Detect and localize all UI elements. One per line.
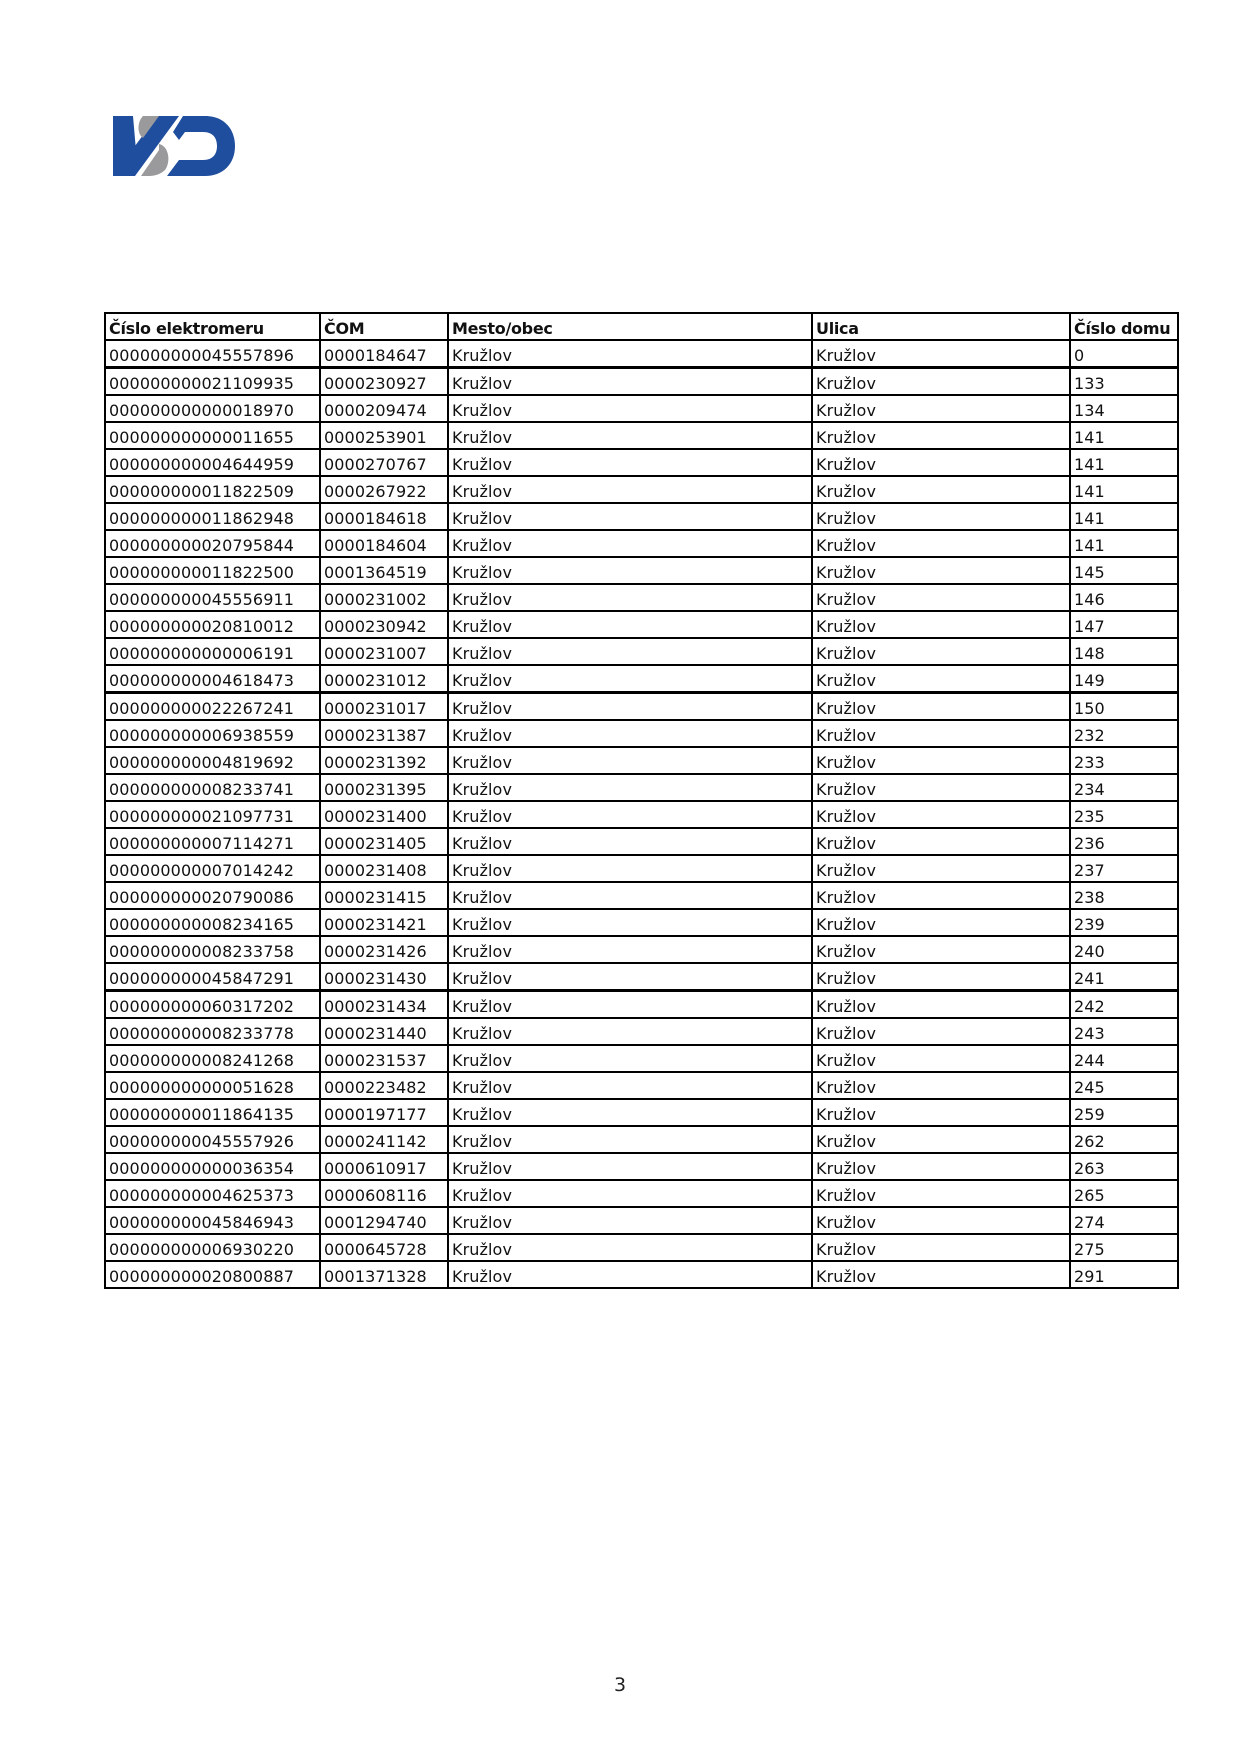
- meter-number-cell: 000000000011862948: [105, 503, 320, 530]
- house-number-cell: 148: [1070, 638, 1178, 665]
- header-meter-number: Číslo elektromeru: [105, 313, 320, 340]
- meter-number-cell: 000000000045556911: [105, 584, 320, 611]
- city-cell: Kružlov: [448, 449, 812, 476]
- city-cell: Kružlov: [448, 774, 812, 801]
- table-row: [105, 476, 1178, 503]
- street-cell: Kružlov: [812, 1234, 1070, 1261]
- com-cell: 0000184647: [320, 340, 448, 368]
- street-cell: Kružlov: [812, 936, 1070, 963]
- house-number-cell: 275: [1070, 1234, 1178, 1261]
- house-number-cell: 141: [1070, 422, 1178, 449]
- house-number-cell: 150: [1070, 693, 1178, 721]
- city-cell: Kružlov: [448, 1153, 812, 1180]
- meter-number-cell: 000000000006930220: [105, 1234, 320, 1261]
- city-cell: Kružlov: [448, 828, 812, 855]
- house-number-cell: 141: [1070, 476, 1178, 503]
- city-cell: Kružlov: [448, 503, 812, 530]
- meter-number-cell: 000000000020790086: [105, 882, 320, 909]
- table-row: [105, 828, 1178, 855]
- house-number-cell: 147: [1070, 611, 1178, 638]
- street-cell: Kružlov: [812, 1153, 1070, 1180]
- street-cell: Kružlov: [812, 611, 1070, 638]
- table-row: [105, 747, 1178, 774]
- header-street: Ulica: [812, 313, 1070, 340]
- street-cell: Kružlov: [812, 1180, 1070, 1207]
- meter-number-cell: 000000000060317202: [105, 991, 320, 1019]
- street-cell: Kružlov: [812, 882, 1070, 909]
- meter-number-cell: 000000000004625373: [105, 1180, 320, 1207]
- vsd-logo-icon: [113, 110, 237, 182]
- table-row: [105, 638, 1178, 665]
- street-cell: Kružlov: [812, 909, 1070, 936]
- table-row: [105, 395, 1178, 422]
- city-cell: Kružlov: [448, 882, 812, 909]
- city-cell: Kružlov: [448, 638, 812, 665]
- house-number-cell: 238: [1070, 882, 1178, 909]
- city-cell: Kružlov: [448, 584, 812, 611]
- house-number-cell: 259: [1070, 1099, 1178, 1126]
- house-number-cell: 141: [1070, 530, 1178, 557]
- meter-number-cell: 000000000022267241: [105, 693, 320, 721]
- street-cell: Kružlov: [812, 368, 1070, 396]
- table-row: [105, 1045, 1178, 1072]
- com-cell: 0000231415: [320, 882, 448, 909]
- house-number-cell: 262: [1070, 1126, 1178, 1153]
- com-cell: 0000230927: [320, 368, 448, 396]
- table-row: [105, 368, 1178, 396]
- street-cell: Kružlov: [812, 503, 1070, 530]
- house-number-cell: 233: [1070, 747, 1178, 774]
- com-cell: 0000608116: [320, 1180, 448, 1207]
- com-cell: 0000230942: [320, 611, 448, 638]
- table-row: [105, 611, 1178, 638]
- meter-number-cell: 000000000011822500: [105, 557, 320, 584]
- house-number-cell: 0: [1070, 340, 1178, 368]
- house-number-cell: 141: [1070, 449, 1178, 476]
- table-row: [105, 693, 1178, 721]
- table-row: [105, 1072, 1178, 1099]
- table-row: [105, 909, 1178, 936]
- house-number-cell: 237: [1070, 855, 1178, 882]
- com-cell: 0000645728: [320, 1234, 448, 1261]
- table-row: [105, 1207, 1178, 1234]
- com-cell: 0000231007: [320, 638, 448, 665]
- com-cell: 0000253901: [320, 422, 448, 449]
- table-row: [105, 340, 1178, 368]
- com-cell: 0001371328: [320, 1261, 448, 1288]
- city-cell: Kružlov: [448, 693, 812, 721]
- meter-number-cell: 000000000004644959: [105, 449, 320, 476]
- meter-number-cell: 000000000008233741: [105, 774, 320, 801]
- house-number-cell: 242: [1070, 991, 1178, 1019]
- com-cell: 0001364519: [320, 557, 448, 584]
- meter-number-cell: 000000000000018970: [105, 395, 320, 422]
- table-row: [105, 801, 1178, 828]
- com-cell: 0000223482: [320, 1072, 448, 1099]
- table-body: [105, 340, 1178, 1288]
- street-cell: Kružlov: [812, 638, 1070, 665]
- city-cell: Kružlov: [448, 909, 812, 936]
- meter-number-cell: 000000000008233758: [105, 936, 320, 963]
- com-cell: 0001294740: [320, 1207, 448, 1234]
- com-cell: 0000267922: [320, 476, 448, 503]
- street-cell: Kružlov: [812, 774, 1070, 801]
- street-cell: Kružlov: [812, 963, 1070, 991]
- city-cell: Kružlov: [448, 557, 812, 584]
- com-cell: 0000184604: [320, 530, 448, 557]
- meter-number-cell: 000000000004819692: [105, 747, 320, 774]
- meter-number-cell: 000000000021109935: [105, 368, 320, 396]
- com-cell: 0000241142: [320, 1126, 448, 1153]
- street-cell: Kružlov: [812, 693, 1070, 721]
- street-cell: Kružlov: [812, 476, 1070, 503]
- table-row: [105, 774, 1178, 801]
- table-row: [105, 936, 1178, 963]
- house-number-cell: 291: [1070, 1261, 1178, 1288]
- meter-number-cell: 000000000011864135: [105, 1099, 320, 1126]
- house-number-cell: 240: [1070, 936, 1178, 963]
- meter-number-cell: 000000000045557926: [105, 1126, 320, 1153]
- table-row: [105, 557, 1178, 584]
- city-cell: Kružlov: [448, 1018, 812, 1045]
- house-number-cell: 263: [1070, 1153, 1178, 1180]
- com-cell: 0000231002: [320, 584, 448, 611]
- city-cell: Kružlov: [448, 991, 812, 1019]
- meter-number-cell: 000000000020795844: [105, 530, 320, 557]
- header-com: ČOM: [320, 313, 448, 340]
- meter-number-cell: 000000000045557896: [105, 340, 320, 368]
- table-row: [105, 963, 1178, 991]
- table-row: [105, 1126, 1178, 1153]
- street-cell: Kružlov: [812, 530, 1070, 557]
- house-number-cell: 236: [1070, 828, 1178, 855]
- house-number-cell: 274: [1070, 1207, 1178, 1234]
- house-number-cell: 146: [1070, 584, 1178, 611]
- city-cell: Kružlov: [448, 1207, 812, 1234]
- table-row: [105, 1261, 1178, 1288]
- meter-number-cell: 000000000045847291: [105, 963, 320, 991]
- com-cell: 0000231430: [320, 963, 448, 991]
- city-cell: Kružlov: [448, 1072, 812, 1099]
- house-number-cell: 232: [1070, 720, 1178, 747]
- city-cell: Kružlov: [448, 368, 812, 396]
- table-row: [105, 665, 1178, 693]
- street-cell: Kružlov: [812, 1207, 1070, 1234]
- city-cell: Kružlov: [448, 963, 812, 991]
- house-number-cell: 265: [1070, 1180, 1178, 1207]
- com-cell: 0000231426: [320, 936, 448, 963]
- com-cell: 0000231012: [320, 665, 448, 693]
- city-cell: Kružlov: [448, 1099, 812, 1126]
- meter-number-cell: 000000000000006191: [105, 638, 320, 665]
- meter-number-cell: 000000000000011655: [105, 422, 320, 449]
- city-cell: Kružlov: [448, 747, 812, 774]
- house-number-cell: 141: [1070, 503, 1178, 530]
- table-row: [105, 530, 1178, 557]
- meter-number-cell: 000000000008233778: [105, 1018, 320, 1045]
- street-cell: Kružlov: [812, 340, 1070, 368]
- city-cell: Kružlov: [448, 340, 812, 368]
- meter-number-cell: 000000000011822509: [105, 476, 320, 503]
- house-number-cell: 244: [1070, 1045, 1178, 1072]
- com-cell: 0000197177: [320, 1099, 448, 1126]
- street-cell: Kružlov: [812, 1126, 1070, 1153]
- meter-number-cell: 000000000000036354: [105, 1153, 320, 1180]
- com-cell: 0000231421: [320, 909, 448, 936]
- house-number-cell: 243: [1070, 1018, 1178, 1045]
- city-cell: Kružlov: [448, 1045, 812, 1072]
- header-city: Mesto/obec: [448, 313, 812, 340]
- table-row: [105, 503, 1178, 530]
- city-cell: Kružlov: [448, 1180, 812, 1207]
- street-cell: Kružlov: [812, 395, 1070, 422]
- city-cell: Kružlov: [448, 855, 812, 882]
- street-cell: Kružlov: [812, 991, 1070, 1019]
- com-cell: 0000231400: [320, 801, 448, 828]
- street-cell: Kružlov: [812, 855, 1070, 882]
- street-cell: Kružlov: [812, 422, 1070, 449]
- com-cell: 0000231395: [320, 774, 448, 801]
- street-cell: Kružlov: [812, 665, 1070, 693]
- table-row: [105, 1234, 1178, 1261]
- house-number-cell: 245: [1070, 1072, 1178, 1099]
- meter-number-cell: 000000000000051628: [105, 1072, 320, 1099]
- street-cell: Kružlov: [812, 720, 1070, 747]
- house-number-cell: 234: [1070, 774, 1178, 801]
- city-cell: Kružlov: [448, 1234, 812, 1261]
- page-number: 3: [613, 1674, 627, 1696]
- meter-number-cell: 000000000020810012: [105, 611, 320, 638]
- meter-number-cell: 000000000045846943: [105, 1207, 320, 1234]
- house-number-cell: 145: [1070, 557, 1178, 584]
- com-cell: 0000231392: [320, 747, 448, 774]
- table-row: [105, 1018, 1178, 1045]
- house-number-cell: 133: [1070, 368, 1178, 396]
- table-row: [105, 449, 1178, 476]
- meter-number-cell: 000000000008241268: [105, 1045, 320, 1072]
- meter-number-cell: 000000000021097731: [105, 801, 320, 828]
- com-cell: 0000610917: [320, 1153, 448, 1180]
- vsd-logo: [113, 110, 237, 182]
- table-row: [105, 855, 1178, 882]
- meter-number-cell: 000000000004618473: [105, 665, 320, 693]
- street-cell: Kružlov: [812, 747, 1070, 774]
- street-cell: Kružlov: [812, 1018, 1070, 1045]
- city-cell: Kružlov: [448, 936, 812, 963]
- city-cell: Kružlov: [448, 665, 812, 693]
- com-cell: 0000231537: [320, 1045, 448, 1072]
- table-header-row: [105, 313, 1178, 340]
- street-cell: Kružlov: [812, 1261, 1070, 1288]
- com-cell: 0000231440: [320, 1018, 448, 1045]
- city-cell: Kružlov: [448, 1261, 812, 1288]
- com-cell: 0000209474: [320, 395, 448, 422]
- street-cell: Kružlov: [812, 1072, 1070, 1099]
- street-cell: Kružlov: [812, 828, 1070, 855]
- table-row: [105, 422, 1178, 449]
- street-cell: Kružlov: [812, 1045, 1070, 1072]
- meter-number-cell: 000000000007014242: [105, 855, 320, 882]
- com-cell: 0000231434: [320, 991, 448, 1019]
- com-cell: 0000184618: [320, 503, 448, 530]
- table-row: [105, 1153, 1178, 1180]
- city-cell: Kružlov: [448, 422, 812, 449]
- city-cell: Kružlov: [448, 611, 812, 638]
- city-cell: Kružlov: [448, 530, 812, 557]
- city-cell: Kružlov: [448, 476, 812, 503]
- house-number-cell: 149: [1070, 665, 1178, 693]
- com-cell: 0000270767: [320, 449, 448, 476]
- house-number-cell: 239: [1070, 909, 1178, 936]
- street-cell: Kružlov: [812, 1099, 1070, 1126]
- street-cell: Kružlov: [812, 557, 1070, 584]
- house-number-cell: 134: [1070, 395, 1178, 422]
- meter-number-cell: 000000000007114271: [105, 828, 320, 855]
- com-cell: 0000231387: [320, 720, 448, 747]
- header-house-number: Číslo domu: [1070, 313, 1178, 340]
- meter-table: [104, 312, 1179, 1289]
- street-cell: Kružlov: [812, 449, 1070, 476]
- meter-number-cell: 000000000008234165: [105, 909, 320, 936]
- table-row: [105, 720, 1178, 747]
- city-cell: Kružlov: [448, 720, 812, 747]
- com-cell: 0000231405: [320, 828, 448, 855]
- table-row: [105, 882, 1178, 909]
- meter-number-cell: 000000000006938559: [105, 720, 320, 747]
- com-cell: 0000231017: [320, 693, 448, 721]
- table-row: [105, 1180, 1178, 1207]
- city-cell: Kružlov: [448, 801, 812, 828]
- table-row: [105, 991, 1178, 1019]
- meter-number-cell: 000000000020800887: [105, 1261, 320, 1288]
- table-row: [105, 584, 1178, 611]
- city-cell: Kružlov: [448, 395, 812, 422]
- house-number-cell: 241: [1070, 963, 1178, 991]
- table-row: [105, 1099, 1178, 1126]
- com-cell: 0000231408: [320, 855, 448, 882]
- street-cell: Kružlov: [812, 801, 1070, 828]
- house-number-cell: 235: [1070, 801, 1178, 828]
- city-cell: Kružlov: [448, 1126, 812, 1153]
- street-cell: Kružlov: [812, 584, 1070, 611]
